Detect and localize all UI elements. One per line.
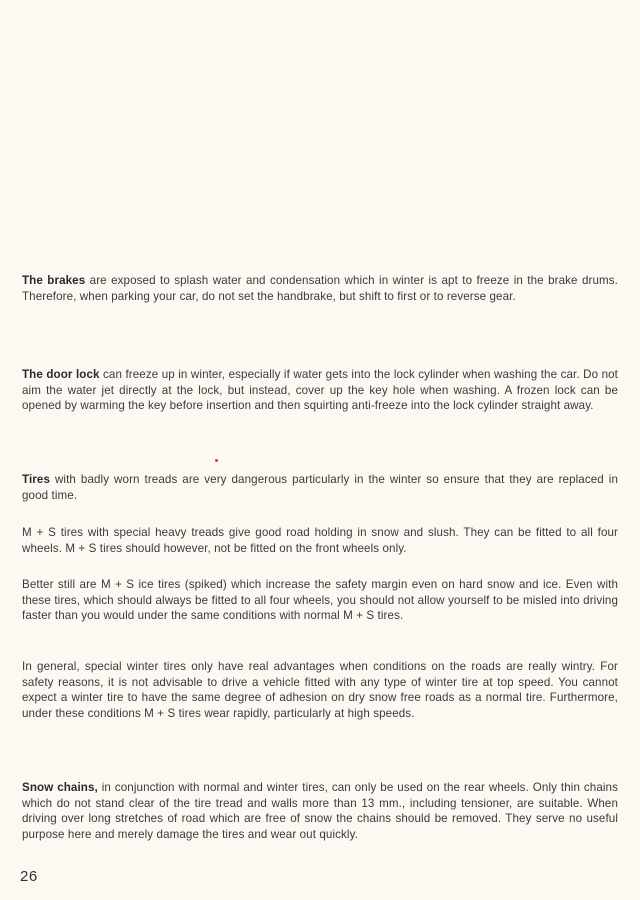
snow-chains-heading: Snow chains, bbox=[22, 781, 98, 794]
tires-heading: Tires bbox=[22, 473, 51, 486]
winter-tires-general-paragraph: In general, special winter tires only have real advantages when conditions on the roads are really wintry. For safety reasons, it is not advisable to drive a vehicle fitted with any type of winter tire at top speed. You cannot expect a winter tire to have the same degree of adhesion on dry snow free roads as a normal tire. Furthermore, under these conditions M + S tires wear rapidly, particularly at high speeds. bbox=[22, 660, 618, 720]
print-speck bbox=[215, 459, 218, 462]
mplus-s-tires-paragraph: M + S tires with special heavy treads give good road holding in snow and slush. They can be fitted to all four wheels. M + S tires should however, not be fitted on the front wheels only. bbox=[22, 526, 618, 555]
ice-tires-paragraph: Better still are M + S ice tires (spiked) which increase the safety margin even on hard snow and ice. Even with these tires, which should always be fitted to all four wheels, you should not allow yourself to be misled into driving faster than you would under the same conditions with normal M + S tires. bbox=[22, 578, 618, 622]
tires-text: with badly worn treads are very dangerous particularly in the winter so ensure that they are replaced in good time. bbox=[22, 473, 618, 502]
brakes-text: are exposed to splash water and condensation which in winter is apt to freeze in the brake drums. Therefore, when parking your car, do not set the handbrake, but shift to first or to reverse gear. bbox=[22, 274, 619, 303]
snow-chains-text: in conjunction with normal and winter tires, can only be used on the rear wheels. Only thin chains which do not stand clear of the tire tread and walls more than 13 mm., including tensioner, are suitable. When driving over long stretches of road which are free of snow the chains should be removed. They serve no useful purpose here and merely damage the tires and wear out quickly. bbox=[22, 781, 618, 841]
door-lock-text: can freeze up in winter, especially if water gets into the lock cylinder when washing the car. Do not aim the water jet directly at the lock, but instead, cover up the key hole when washing. A frozen lock can be opened by warming the key before insertion and then squirting anti-freeze into the lock cylinder straight away. bbox=[22, 368, 618, 412]
page-number: 26 bbox=[20, 868, 38, 885]
brakes-paragraph bbox=[22, 273, 618, 304]
tires-paragraph bbox=[22, 472, 618, 503]
door-lock-paragraph bbox=[22, 367, 618, 414]
door-lock-heading: The door lock bbox=[22, 368, 100, 381]
brakes-heading: The brakes bbox=[22, 274, 86, 287]
snow-chains-paragraph bbox=[22, 780, 618, 842]
